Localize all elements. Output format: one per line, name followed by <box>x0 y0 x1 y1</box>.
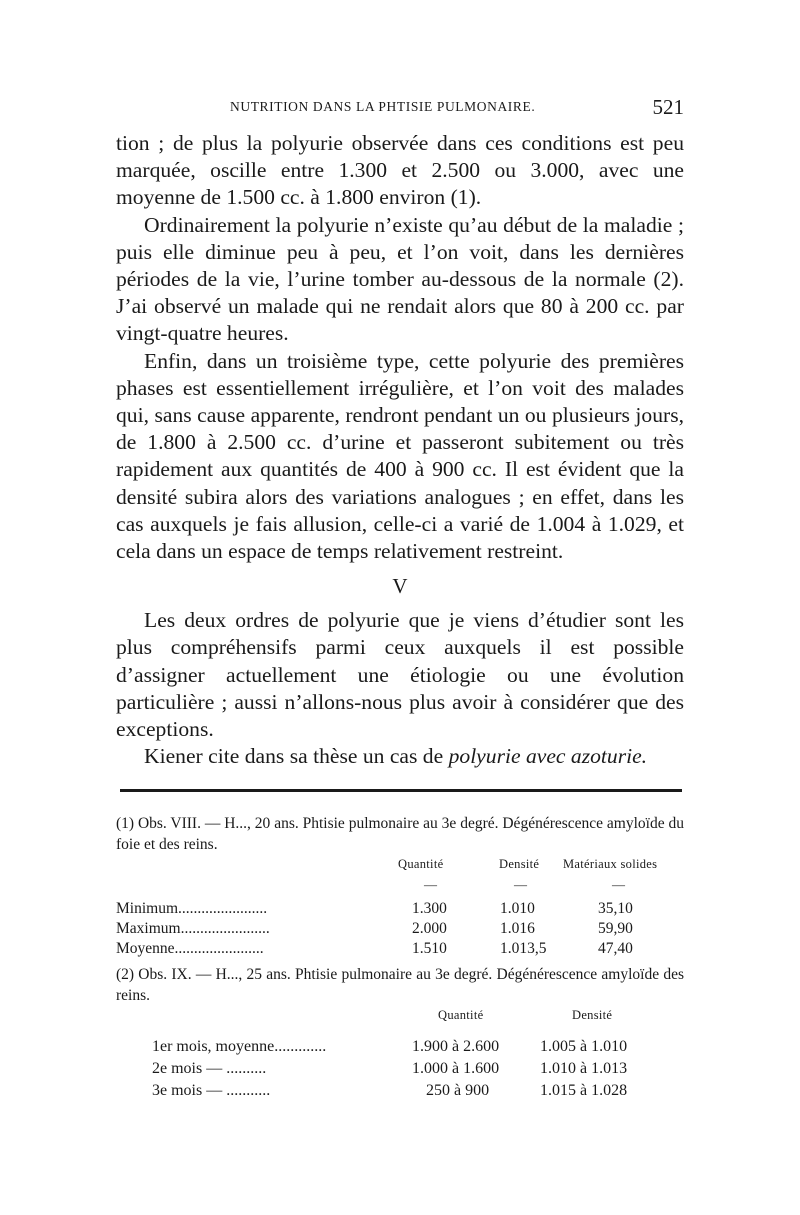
paragraph-5-text: Kiener cite dans sa thèse un cas de <box>144 744 449 769</box>
table-row <box>116 1058 684 1080</box>
col-header-quantite: Quantité <box>438 1008 484 1022</box>
main-text <box>116 130 684 770</box>
cell-materiaux: 35,10 <box>598 900 633 917</box>
footnote-1-table <box>116 855 684 961</box>
cell-quantite: 2.000 <box>412 920 447 937</box>
table-row <box>116 939 684 959</box>
row-label: Moyenne....................... <box>116 940 264 957</box>
col-header-quantite: Quantité <box>398 857 444 871</box>
section-heading: V <box>392 574 408 599</box>
paragraph-5-italic: polyurie avec azoturie. <box>448 744 648 769</box>
cell-densite: 1.010 <box>500 900 535 917</box>
row-label: 2e mois — .......... <box>152 1060 267 1077</box>
page-number: 521 <box>652 95 684 119</box>
paragraph-2: Ordinairement la polyurie n’existe qu’au début de la maladie ; puis elle diminue peu à peu, et l’on voit, dans les dernières périodes de la vie, l’urine tomber au-dessous de la normale (2). J’ai observé un malade qui ne rendait alors que 80 à 200 cc. par vingt-quatre heures. <box>116 212 684 346</box>
table-row <box>116 899 684 919</box>
paragraph-1: tion ; de plus la polyurie observée dans ces conditions est peu marquée, oscille entre 1.300 et 2.500 ou 3.000, avec une moyenne de 1.500 cc. à 1.800 environ (1). <box>116 131 684 210</box>
cell-materiaux: 47,40 <box>598 940 633 957</box>
col-dash-materiaux: — <box>612 877 625 892</box>
col-dash-densite: — <box>514 877 527 892</box>
row-label: Minimum....................... <box>116 900 268 917</box>
footnotes <box>116 814 684 1126</box>
col-header-densite: Densité <box>572 1008 613 1022</box>
row-label: 3e mois — ........... <box>152 1082 271 1099</box>
table-row <box>116 1036 684 1058</box>
table-row <box>116 1080 684 1102</box>
footnote-2-text: (2) Obs. IX. — H..., 25 ans. Phtisie pulmonaire au 3e degré. Dégénérescence amyloïde des reins. <box>116 966 684 1004</box>
row-label: Maximum....................... <box>116 920 270 937</box>
col-header-materiaux: Matériaux solides <box>563 857 658 871</box>
cell-quantite: 1.900 à 2.600 <box>412 1038 500 1055</box>
paragraph-5 <box>116 743 684 770</box>
paragraph-4: Les deux ordres de polyurie que je viens d’étudier sont les plus compréhensifs parmi ceux auxquels il est possible d’assigner actuellement une étiologie ou une évolution particulière ; aussi n’allons-nous plus avoir à considérer que des exceptions. <box>116 608 684 742</box>
footnote-1-text: (1) Obs. VIII. — H..., 20 ans. Phtisie pulmonaire au 3e degré. Dégénérescence amyloïde du foie et des reins. <box>116 815 684 853</box>
cell-densite: 1.010 à 1.013 <box>540 1060 628 1077</box>
footnote-separator <box>120 789 682 792</box>
cell-densite: 1.005 à 1.010 <box>540 1038 628 1055</box>
cell-quantite: 1.510 <box>412 940 447 957</box>
cell-materiaux: 59,90 <box>598 920 633 937</box>
cell-quantite: 250 à 900 <box>426 1082 490 1099</box>
cell-quantite: 1.300 <box>412 900 447 917</box>
paragraph-3: Enfin, dans un troisième type, cette polyurie des premières phases est essentiellement irrégulière, et l’on voit des malades qui, sans cause apparente, rendront pendant un ou plusieurs jours, de 1.800 à 2.500 cc. d’urine et passeront subitement ou très rapidement aux quantités de 400 à 900 cc. Il est évident que la densité subira alors des variations analogues ; en effet, dans les cas auxquels je fais allusion, celle-ci a varié de 1.004 à 1.029, et cela dans un espace de temps relativement restreint. <box>116 348 684 564</box>
cell-densite: 1.015 à 1.028 <box>540 1082 628 1099</box>
table-row <box>116 919 684 939</box>
footnote-2-table <box>116 1006 684 1126</box>
col-dash-quantite: — <box>424 877 437 892</box>
running-title: NUTRITION DANS LA PHTISIE PULMONAIRE. <box>230 99 536 114</box>
col-header-densite: Densité <box>499 857 540 871</box>
page-header <box>116 95 684 121</box>
cell-quantite: 1.000 à 1.600 <box>412 1060 500 1077</box>
row-label: 1er mois, moyenne............. <box>152 1038 327 1055</box>
cell-densite: 1.016 <box>500 920 535 937</box>
cell-densite: 1.013,5 <box>500 940 547 957</box>
